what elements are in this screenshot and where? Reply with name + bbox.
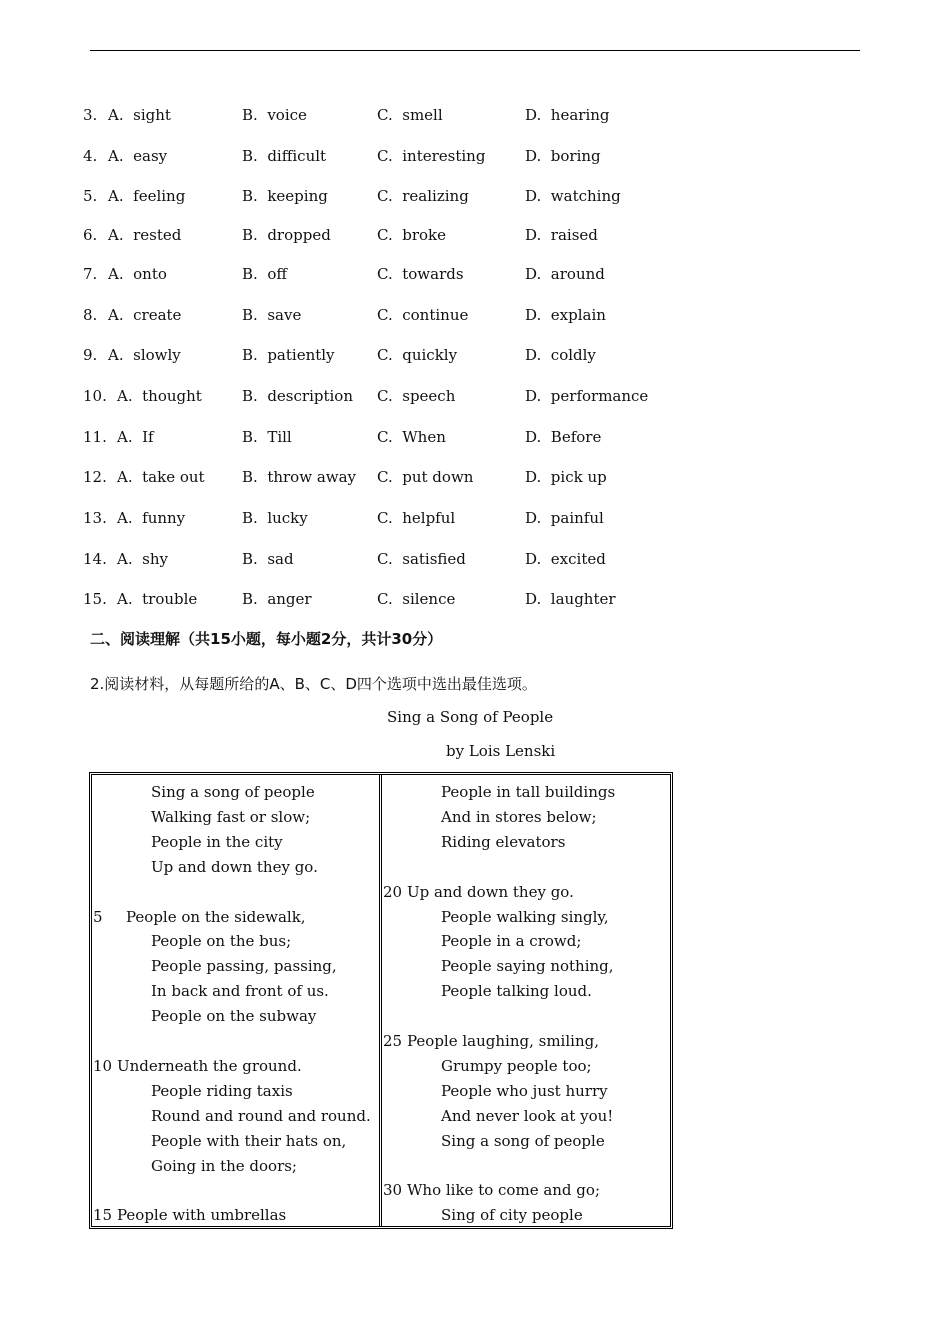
poem-line [92,1179,379,1201]
line-text: Who like to come and go; [407,1181,600,1200]
poem-line [92,955,379,977]
line-number: 10 [93,1056,113,1075]
poem-line [382,856,670,878]
line-text: People in the city [151,832,283,851]
line-text: Riding elevators [441,832,566,851]
option-a: A. take out [117,468,205,486]
section-heading: 二、阅读理解（共15小题，每小题2分，共计30分） [90,630,443,648]
poem-line [382,1005,670,1027]
poem-column-left [92,775,379,1226]
poem-line [92,806,379,828]
poem-line [382,906,670,928]
line-text: People on the bus; [151,932,292,951]
option-b: B. lucky [242,509,308,527]
header-rule [90,50,860,51]
poem-line [92,881,379,903]
line-text: People walking singly, [441,907,609,926]
line-number: 20 [383,882,403,901]
line-text: People who just hurry [441,1081,608,1100]
option-c: C. broke [377,226,447,244]
poem-line [92,1005,379,1027]
option-a: A. thought [117,387,202,405]
option-d: D. coldly [525,346,596,364]
poem-line [382,1204,670,1226]
line-text: Up and down they go. [151,857,318,876]
instruction-text: 2.阅读材料，从每题所给的A、B、C、D四个选项中选出最佳选项。 [90,675,537,693]
option-b: B. Till [242,428,292,446]
option-c: C. continue [377,306,469,324]
option-c: C. smell [377,106,443,124]
line-text: People laughing, smiling, [407,1032,599,1050]
line-text: Round and round and round. [151,1106,371,1125]
line-text: People in a crowd; [441,932,582,951]
poem-line [92,856,379,878]
poem-column-right [379,775,670,1226]
poem-line [92,1155,379,1177]
option-c: C. When [377,428,446,446]
option-a: A. easy [108,147,168,165]
poem-line [382,930,670,952]
option-a: A. feeling [108,187,186,205]
line-text: People on the sidewalk, [126,907,306,926]
line-text: Going in the doors; [151,1156,297,1175]
option-b: B. difficult [242,147,327,165]
option-a: A. rested [108,226,182,244]
line-text: Sing a song of people [441,1131,605,1150]
question-number: 10. [83,387,107,405]
option-a: A. If [117,428,154,446]
poem-line [382,1080,670,1102]
poem-line [92,781,379,803]
option-c: C. put down [377,468,474,486]
option-d: D. excited [525,550,606,568]
line-text: People on the subway [151,1007,317,1026]
poem-line [92,1030,379,1052]
option-d: D. performance [525,387,649,405]
poem-line [382,1130,670,1152]
option-d: D. laughter [525,590,616,608]
option-c: C. helpful [377,509,456,527]
line-text: People passing, passing, [151,957,337,976]
line-number: 5 [93,907,103,926]
question-number: 13. [83,509,107,527]
option-b: B. sad [242,550,294,568]
poem-line [382,781,670,803]
line-text: And in stores below; [441,807,597,826]
poem-line [92,1204,379,1226]
poem-line [92,980,379,1002]
option-d: D. hearing [525,106,610,124]
poem-line [382,831,670,853]
line-text: Sing a song of people [151,783,315,801]
poem-author: by Lois Lenski [446,742,556,760]
option-d: D. around [525,265,605,283]
question-number: 5. [83,187,98,205]
option-a: A. trouble [117,590,198,608]
option-c: C. speech [377,387,456,405]
line-number: 30 [383,1181,403,1200]
option-c: C. quickly [377,346,458,364]
question-number: 8. [83,306,98,324]
line-text: People with their hats on, [151,1131,347,1150]
line-text: People riding taxis [151,1081,293,1100]
poem-line [92,1080,379,1102]
poem-line [382,1030,670,1052]
option-b: B. keeping [242,187,328,205]
poem-line [92,831,379,853]
option-d: D. Before [525,428,602,446]
poem-line [92,930,379,952]
option-a: A. sight [108,106,171,124]
question-number: 11. [83,428,107,446]
poem-line [382,1105,670,1127]
option-d: D. raised [525,226,598,244]
option-a: A. shy [117,550,168,568]
poem-line [382,1155,670,1177]
option-b: B. voice [242,106,307,124]
option-b: B. dropped [242,226,331,244]
poem-line [382,881,670,903]
poem-line [382,980,670,1002]
option-d: D. pick up [525,468,607,486]
line-number: 25 [383,1032,403,1050]
line-number: 15 [93,1206,113,1225]
poem-title: Sing a Song of People [387,708,554,726]
line-text: People in tall buildings [441,783,616,801]
question-number: 6. [83,226,98,244]
poem-line [382,1179,670,1201]
question-number: 14. [83,550,107,568]
question-number: 7. [83,265,98,283]
poem-table [89,772,673,1229]
line-text: Walking fast or slow; [151,807,311,826]
question-number: 9. [83,346,98,364]
option-b: B. anger [242,590,312,608]
question-number: 4. [83,147,98,165]
option-b: B. throw away [242,468,357,486]
question-number: 15. [83,590,107,608]
question-number: 3. [83,106,98,124]
option-a: A. funny [117,509,186,527]
option-a: A. create [108,306,182,324]
option-a: A. slowly [108,346,181,364]
line-text: People saying nothing, [441,957,614,976]
poem-line [92,906,379,928]
option-d: D. boring [525,147,601,165]
option-b: B. save [242,306,302,324]
question-number: 12. [83,468,107,486]
poem-line [382,955,670,977]
option-d: D. painful [525,509,604,527]
poem-line [382,806,670,828]
line-text: And never look at you! [441,1106,614,1125]
line-text: People with umbrellas [117,1206,287,1225]
option-c: C. towards [377,265,464,283]
option-d: D. explain [525,306,606,324]
line-text: In back and front of us. [151,982,329,1001]
option-c: C. interesting [377,147,486,165]
line-text: People talking loud. [441,982,592,1001]
option-a: A. onto [108,265,167,283]
option-c: C. realizing [377,187,469,205]
poem-line [92,1105,379,1127]
line-text: Grumpy people too; [441,1056,592,1075]
option-d: D. watching [525,187,621,205]
poem-line [92,1055,379,1077]
line-text: Underneath the ground. [117,1056,302,1075]
line-text: Sing of city people [441,1206,583,1225]
option-b: B. off [242,265,288,283]
poem-line [382,1055,670,1077]
option-c: C. satisfied [377,550,466,568]
option-b: B. description [242,387,353,405]
option-c: C. silence [377,590,456,608]
line-text: Up and down they go. [407,882,574,901]
poem-line [92,1130,379,1152]
option-b: B. patiently [242,346,335,364]
